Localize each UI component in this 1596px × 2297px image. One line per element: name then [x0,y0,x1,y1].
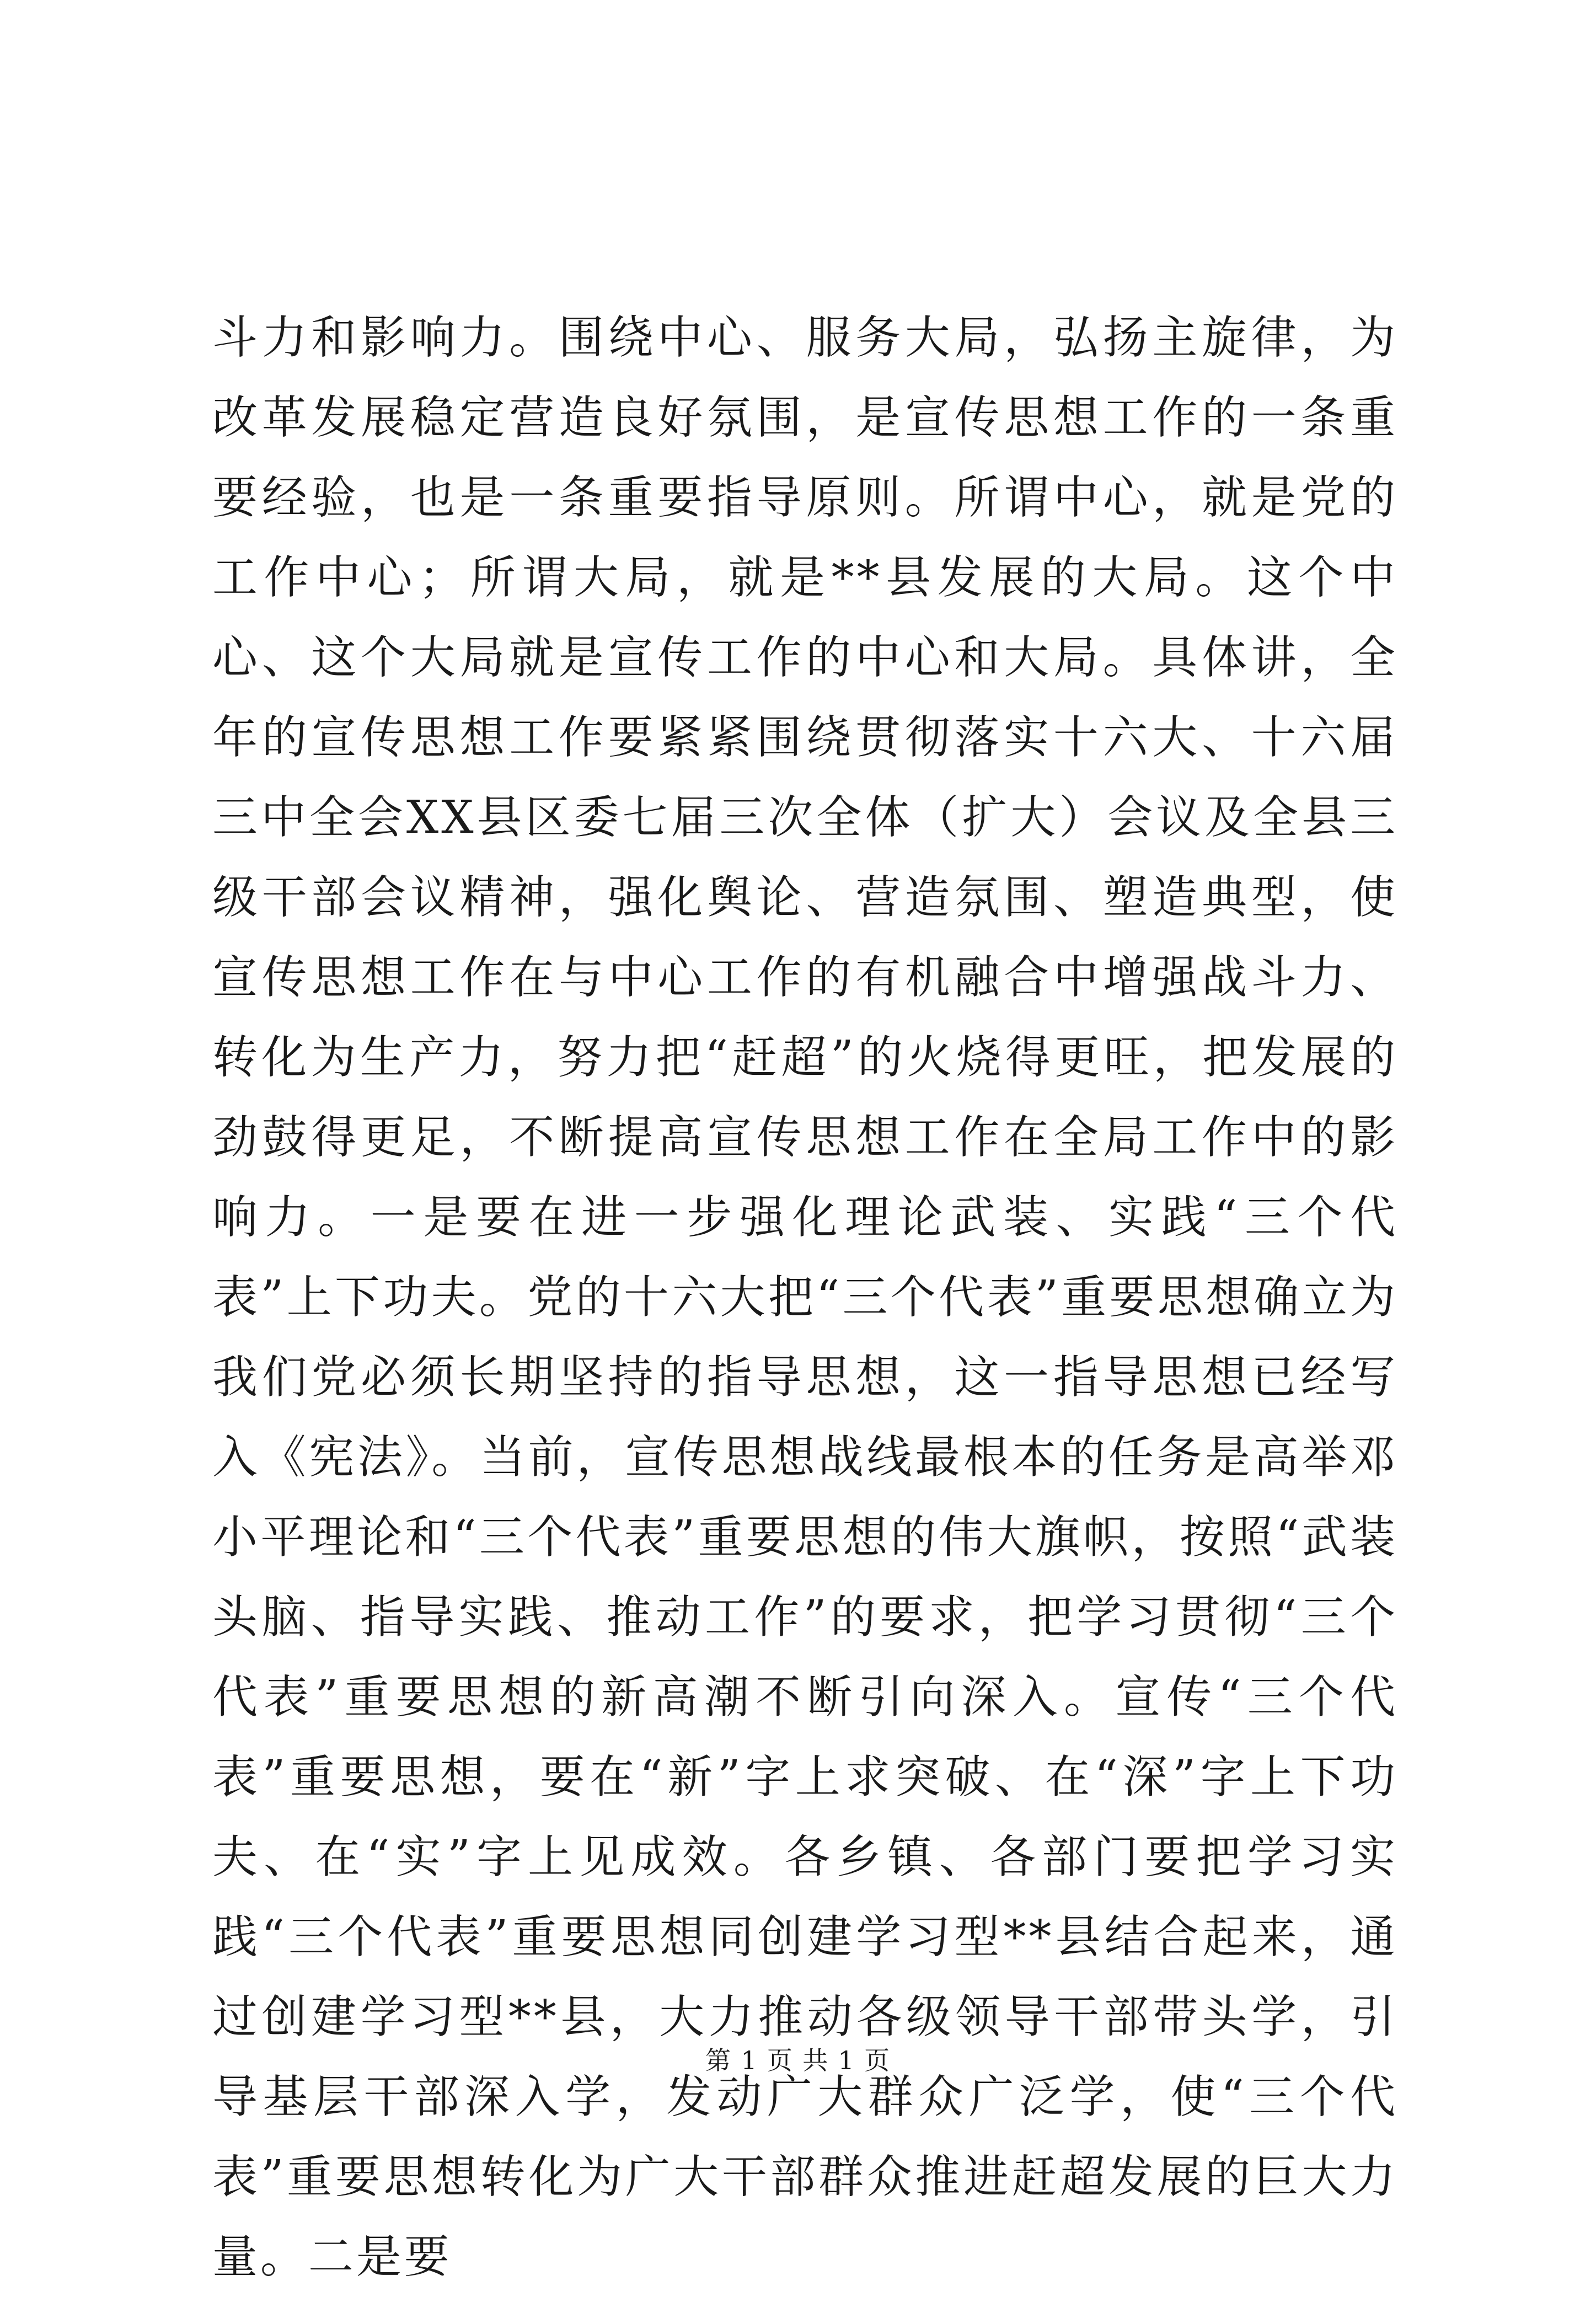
body-paragraph: 斗力和影响力。围绕中心、服务大局，弘扬主旋律，为改革发展稳定营造良好氛围，是宣传思想工作的一条重要经验，也是一条重要指导原则。所谓中心，就是党的工作中心；所谓大局，就是**县发展的大局。这个中心、这个大局就是宣传工作的中心和大局。具体讲，全年的宣传思想工作要紧紧围绕贯彻落实十六大、十六届三中全会XX县区委七届三次全体（扩大）会议及全县三级干部会议精神，强化舆论、营造氛围、塑造典型，使宣传思想工作在与中心工作的有机融合中增强战斗力、转化为生产力，努力把“赶超”的火烧得更旺，把发展的劲鼓得更足，不断提高宣传思想工作在全局工作中的影响力。一是要在进一步强化理论武装、实践“三个代表”上下功夫。党的十六大把“三个代表”重要思想确立为我们党必须长期坚持的指导思想，这一指导思想已经写入《宪法》。当前，宣传思想战线最根本的任务是高举邓小平理论和“三个代表”重要思想的伟大旗帜，按照“武装头脑、指导实践、推动工作”的要求，把学习贯彻“三个代表”重要思想的新高潮不断引向深入。宣传“三个代表”重要思想，要在“新”字上求突破、在“深”字上下功夫、在“实”字上见成效。各乡镇、各部门要把学习实践“三个代表”重要思想同创建学习型**县结合起来，通过创建学习型**县，大力推动各级领导干部带头学，引导基层干部深入学，发动广大群众广泛学，使“三个代表”重要思想转化为广大干部群众推进赶超发展的巨大力量。二是要 [212,312,1398,2283]
page-number-footer: 第 1 页 共 1 页 [705,2046,891,2075]
